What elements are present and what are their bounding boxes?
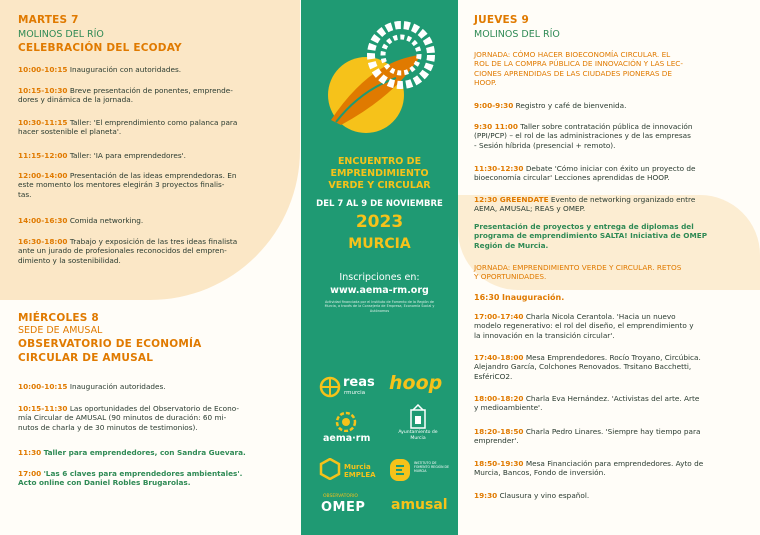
thursday-item-2 — [474, 122, 758, 150]
ayuntamiento-logo — [393, 404, 443, 446]
item-time: 18:50-19:30 — [474, 459, 524, 468]
item-time: 10:15-10:30 — [18, 86, 68, 95]
item-time: 11:15-12:00 — [18, 151, 68, 160]
thursday-pm-item-3 — [474, 353, 758, 381]
jornada-1-line: HOOP. — [474, 78, 497, 88]
left-column — [0, 0, 300, 535]
jornada-2-heading — [474, 263, 758, 282]
item-time: 16:30-18:00 — [18, 237, 68, 246]
thursday-pm-item-2 — [474, 312, 758, 340]
item-time: 10:30-11:15 — [18, 118, 68, 127]
right-column — [458, 0, 760, 535]
item-text-3: tas. — [18, 189, 32, 199]
emplea-hexagon-icon — [319, 458, 341, 480]
item-time: 9:30 11:00 — [474, 122, 518, 131]
wednesday-item-3 — [18, 448, 298, 457]
item-text-3: dimiento y la sostenibilidad. — [18, 255, 121, 265]
presentation-line: Región de Murcia. — [474, 240, 549, 250]
tuesday-item-6 — [18, 216, 298, 225]
item-time: 10:00-10:15 — [18, 65, 68, 74]
fine-print: Actividad financiada por el Instituto de Fomento de la Región de Murcia, a través de la Consejería de Empresa, Economía Social y Autónomos — [324, 300, 435, 313]
thursday-pm-item-7 — [474, 491, 758, 500]
thursday-pm-item-6 — [474, 459, 758, 478]
thursday-item-3 — [474, 164, 758, 183]
presentation-line: programa de emprendimiento SALTA! Iniciativa de OMEP — [474, 231, 708, 241]
wednesday-title-2: CIRCULAR DE AMUSAL — [18, 352, 154, 364]
registration-url[interactable]: www.aema-rm.org — [330, 285, 429, 296]
item-text: Presentación de las ideas emprendedoras. En — [69, 171, 237, 180]
thursday-pm-item-1 — [474, 293, 758, 302]
item-text: Inauguración autoridades. — [69, 382, 166, 391]
thursday-item-1 — [474, 101, 758, 110]
reas-text: reas — [343, 375, 375, 390]
wednesday-item-1 — [18, 382, 298, 391]
item-text-2: (PPI/PCP) – el rol de las administraciones y de las empresas — [474, 131, 691, 141]
item-text: Inauguración con autoridades. — [69, 65, 182, 74]
item-text: Evento de networking organizado entre — [550, 195, 696, 204]
item-text-2: ante un jurado de profesionales reconocidos del empren- — [18, 246, 227, 256]
item-text-2: bioeconomía circular' Lecciones aprendidas de HOOP. — [474, 173, 670, 183]
omep-logo — [321, 494, 381, 520]
item-time: 11:30-12:30 — [474, 164, 524, 173]
item-text: Charla Nicola Cerantola. 'Hacia un nuevo — [525, 312, 676, 321]
reas-globe-icon — [319, 376, 341, 398]
tuesday-title: CELEBRACIÓN DEL ECODAY — [18, 42, 182, 54]
wednesday-title-1: OBSERVATORIO DE ECONOMÍA — [18, 338, 202, 350]
item-time: 9:00-9:30 — [474, 101, 514, 110]
info-logo — [389, 458, 449, 484]
item-text-2: mía Circular de AMUSAL (90 minutos de duración: 60 mi- — [18, 413, 227, 423]
item-text: Charla Pedro Linares. 'Siempre hay tiempo para — [525, 427, 701, 436]
item-text-3: la innovación en la transición circular'. — [474, 330, 615, 340]
emplea-text: Murcia EMPLEA — [344, 463, 376, 479]
tuesday-item-7 — [18, 237, 300, 265]
item-time: 17:00 — [18, 469, 42, 478]
inscriptions-label: Inscripciones en: — [339, 272, 420, 283]
item-time: 11:30 — [18, 448, 42, 457]
item-text-2: este momento los mentores elegirán 3 proyectos finalis- — [18, 180, 225, 190]
item-text: Breve presentación de ponentes, emprende- — [69, 86, 233, 95]
event-title — [301, 156, 458, 192]
item-text: Charla Eva Hernández. 'Activistas del arte. Arte — [525, 394, 700, 403]
item-text-2: modelo regenerativo: el rol del diseño, el emprendimiento y — [474, 321, 694, 331]
hoop-logo: hoop — [389, 372, 443, 394]
tuesday-day: MARTES 7 — [18, 14, 79, 26]
wednesday-item-4 — [18, 469, 298, 488]
circular-sun-logo-icon — [301, 0, 458, 150]
jornada-1-heading — [474, 50, 758, 88]
event-line-3: VERDE Y CIRCULAR — [328, 180, 431, 191]
item-text: Mesa Emprendedores. Rocío Troyano, Circúbica. — [525, 353, 701, 362]
item-time: 14:00-16:30 — [18, 216, 68, 225]
item-text-2: Acto online con Daniel Robles Brugarolas. — [18, 478, 191, 488]
item-text: Taller sobre contratación pública de innovación — [520, 122, 693, 131]
item-text-3: - Sesión híbrida (presencial + remoto). — [474, 140, 616, 150]
event-year: 2023 — [355, 212, 404, 232]
item-time: 18:00-18:20 — [474, 394, 524, 403]
info-badge-icon — [389, 458, 411, 482]
item-text-2: emprender'. — [474, 436, 519, 446]
item-text-2: hacer sostenible el planeta'. — [18, 127, 122, 137]
item-text-2: Murcia, Bancos, Fondo de inversión. — [474, 468, 606, 478]
item-time: 17:40-18:00 — [474, 353, 524, 362]
thursday-pm-item-5 — [474, 427, 758, 446]
thursday-pm-item-4 — [474, 394, 758, 413]
tuesday-item-1 — [18, 65, 293, 74]
aema-text: aema·rm — [323, 433, 371, 444]
jornada-2-line: Y OPORTUNIDADES. — [474, 272, 547, 282]
event-line-2: EMPRENDIMIENTO — [330, 168, 429, 179]
jornada-1-line: JORNADA: CÓMO HACER BIOECONOMÍA CIRCULAR. EL — [474, 50, 671, 59]
item-time: 16:30 — [474, 293, 500, 302]
item-text-2: Alejandro García, Colchones Renovados. Trsitano Bacchetti, — [474, 362, 692, 372]
item-time: 17:00-17:40 — [474, 312, 524, 321]
amusal-logo: amusal — [391, 497, 448, 513]
item-time: 19:30 — [474, 491, 498, 500]
ayuntamiento-text: Ayuntamiento de Murcia — [398, 430, 438, 441]
item-time: 10:00-10:15 — [18, 382, 68, 391]
tuesday-item-3 — [18, 118, 298, 137]
city-crest-icon — [409, 404, 427, 430]
item-text-3: EsfériCO2. — [474, 371, 513, 381]
aema-logo — [321, 410, 381, 446]
presentation-block — [474, 222, 758, 250]
tuesday-item-2 — [18, 86, 298, 105]
omep-text: OMEP — [321, 500, 366, 515]
item-text: Las oportunidades del Observatorio de Econo- — [69, 404, 239, 413]
item-text: Clausura y vino español. — [499, 491, 590, 500]
item-text: 'Las 6 claves para emprendedores ambientales'. — [43, 469, 243, 478]
item-text-2: AEMA, AMUSAL; REAS y OMEP. — [474, 204, 586, 214]
item-text: Inauguración. — [502, 293, 565, 302]
tuesday-venue: MOLINOS DEL RÍO — [18, 29, 104, 40]
murcia-emplea-logo — [319, 458, 381, 482]
tuesday-item-5 — [18, 171, 300, 199]
item-text: Mesa Financiación para emprendedores. Ayto de — [525, 459, 704, 468]
jornada-2-line: JORNADA: EMPRENDIMIENTO VERDE Y CIRCULAR. RETOS — [474, 263, 682, 272]
item-text: Comida networking. — [69, 216, 144, 225]
item-text-3: nutos de charla y de 30 minutos de testimonios). — [18, 422, 198, 432]
item-text-2: y medioambiente'. — [474, 403, 543, 413]
item-text-2: dores y dinámica de la jornada. — [18, 95, 134, 105]
item-text: Registro y café de bienvenida. — [515, 101, 627, 110]
jornada-1-line: CIONES APRENDIDAS DE LAS CIUDADES PIONERAS DE — [474, 68, 673, 78]
thursday-item-4 — [474, 195, 758, 214]
item-time: 18:20-18:50 — [474, 427, 524, 436]
reas-logo — [319, 376, 379, 400]
event-city: MURCIA — [348, 236, 411, 252]
event-line-1: ENCUENTRO DE — [337, 156, 422, 167]
omep-sub: OBSERVATORIO — [323, 494, 358, 499]
thursday-venue: MOLINOS DEL RÍO — [474, 29, 560, 40]
middle-column — [301, 0, 458, 535]
event-dates: DEL 7 AL 9 DE NOVIEMBRE — [316, 199, 443, 209]
item-text: Debate 'Cómo iniciar con éxito un proyecto de — [525, 164, 696, 173]
jornada-1-line: ROL DE LA COMPRA PÚBLICA DE INNOVACIÓN Y LAS LEC- — [474, 59, 684, 69]
thursday-day: JUEVES 9 — [474, 14, 530, 26]
item-text: Taller: 'El emprendimiento como palanca para — [69, 118, 238, 127]
item-text: Taller para emprendedores, con Sandra Guevara. — [43, 448, 246, 457]
item-text: Taller: 'IA para emprendedores'. — [69, 151, 186, 160]
presentation-line: Presentación de proyectos y entrega de diplomas del — [474, 222, 694, 231]
item-time: 10:15-11:30 — [18, 404, 68, 413]
reas-sub: rmurcia — [344, 390, 366, 396]
item-time: 12:30 GREENDATE — [474, 195, 549, 204]
tuesday-item-4 — [18, 151, 298, 160]
wednesday-day: MIÉRCOLES 8 — [18, 312, 99, 324]
aema-circles-icon — [331, 410, 361, 432]
info-text: INSTITUTO DE FOMENTO REGIÓN DE MURCIA — [414, 461, 449, 473]
item-text: Trabajo y exposición de las tres ideas finalista — [69, 237, 238, 246]
wednesday-item-2 — [18, 404, 300, 432]
wednesday-venue: SEDE DE AMUSAL — [18, 325, 103, 336]
item-time: 12:00-14:00 — [18, 171, 68, 180]
